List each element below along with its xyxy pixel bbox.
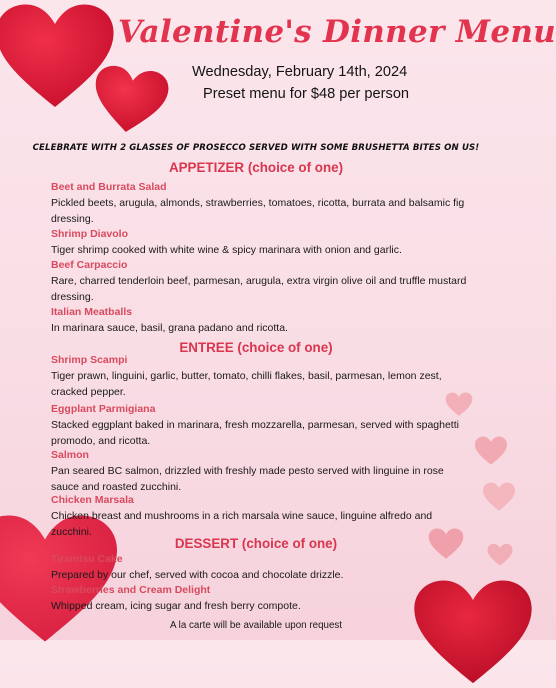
- menu-item-name: Chicken Marsala: [51, 494, 134, 506]
- heart-bottom-right-icon: [408, 578, 538, 688]
- event-date: Wednesday, February 14th, 2024: [192, 64, 408, 80]
- menu-item-description: Tiger shrimp cooked with white wine & spicy marinara with onion and garlic.: [51, 244, 402, 256]
- menu-item-name: Strawberries and Cream Delight: [51, 584, 211, 596]
- menu-item-name: Shrimp Diavolo: [51, 228, 129, 240]
- section-heading-dessert: DESSERT (choice of one): [174, 536, 338, 551]
- menu-item-description: Stacked eggplant baked in marinara, fresh mozzarella, parmesan, served with spaghetti promodo, and ricotta.: [51, 419, 459, 447]
- menu-item-description: Rare, charred tenderloin beef, parmesan, arugula, extra virgin olive oil and truffle mustard dressing.: [51, 275, 467, 303]
- menu-item-description: In marinara sauce, basil, grana padano and ricotta.: [51, 322, 288, 334]
- menu-item-description: Whipped cream, icing sugar and fresh berry compote.: [51, 600, 301, 612]
- menu-item-description: Pickled beets, arugula, almonds, strawberries, tomatoes, ricotta, burrata and balsamic fig dressing.: [51, 197, 465, 225]
- menu-item-description: Pan seared BC salmon, drizzled with freshly made pesto served with linguine in rose sauce and roasted zucchini.: [51, 465, 444, 493]
- preset-price: Preset menu for $48 per person: [203, 86, 410, 102]
- menu-item-name: Beef Carpaccio: [51, 259, 128, 271]
- heart-small-pink-icon: [474, 436, 508, 466]
- section-heading-appetizer: APPETIZER (choice of one): [168, 160, 344, 175]
- menu-item-name: Italian Meatballs: [51, 306, 133, 318]
- page-title: Valentine's Dinner Menu: [118, 14, 556, 50]
- menu-item-description: Prepared by our chef, served with cocoa and chocolate drizzle.: [51, 569, 344, 581]
- heart-small-pink-icon: [482, 482, 516, 512]
- menu-item-name: Eggplant Parmigiana: [51, 403, 156, 415]
- menu-item-name: Beet and Burrata Salad: [51, 181, 167, 193]
- heart-medium-icon: [86, 53, 173, 149]
- promo-banner: CELEBRATE WITH 2 GLASSES OF PROSECCO SERVED WITH SOME BRUSHETTA BITES ON US!: [32, 143, 480, 153]
- menu-item-name: Shrimp Scampi: [51, 354, 128, 366]
- menu-item-name: Tiramisu Cake: [51, 553, 123, 565]
- menu-item-name: Salmon: [51, 449, 89, 461]
- section-heading-entree: ENTREE (choice of one): [179, 340, 333, 355]
- menu-item-description: Tiger prawn, linguini, garlic, butter, tomato, chilli flakes, basil, parmesan, lemon zest, cracked pepper.: [51, 370, 442, 398]
- footer-note: A la carte will be available upon request: [169, 620, 343, 631]
- menu-item-description: Chicken breast and mushrooms in a rich marsala wine sauce, linguine alfredo and zucchini.: [51, 510, 433, 538]
